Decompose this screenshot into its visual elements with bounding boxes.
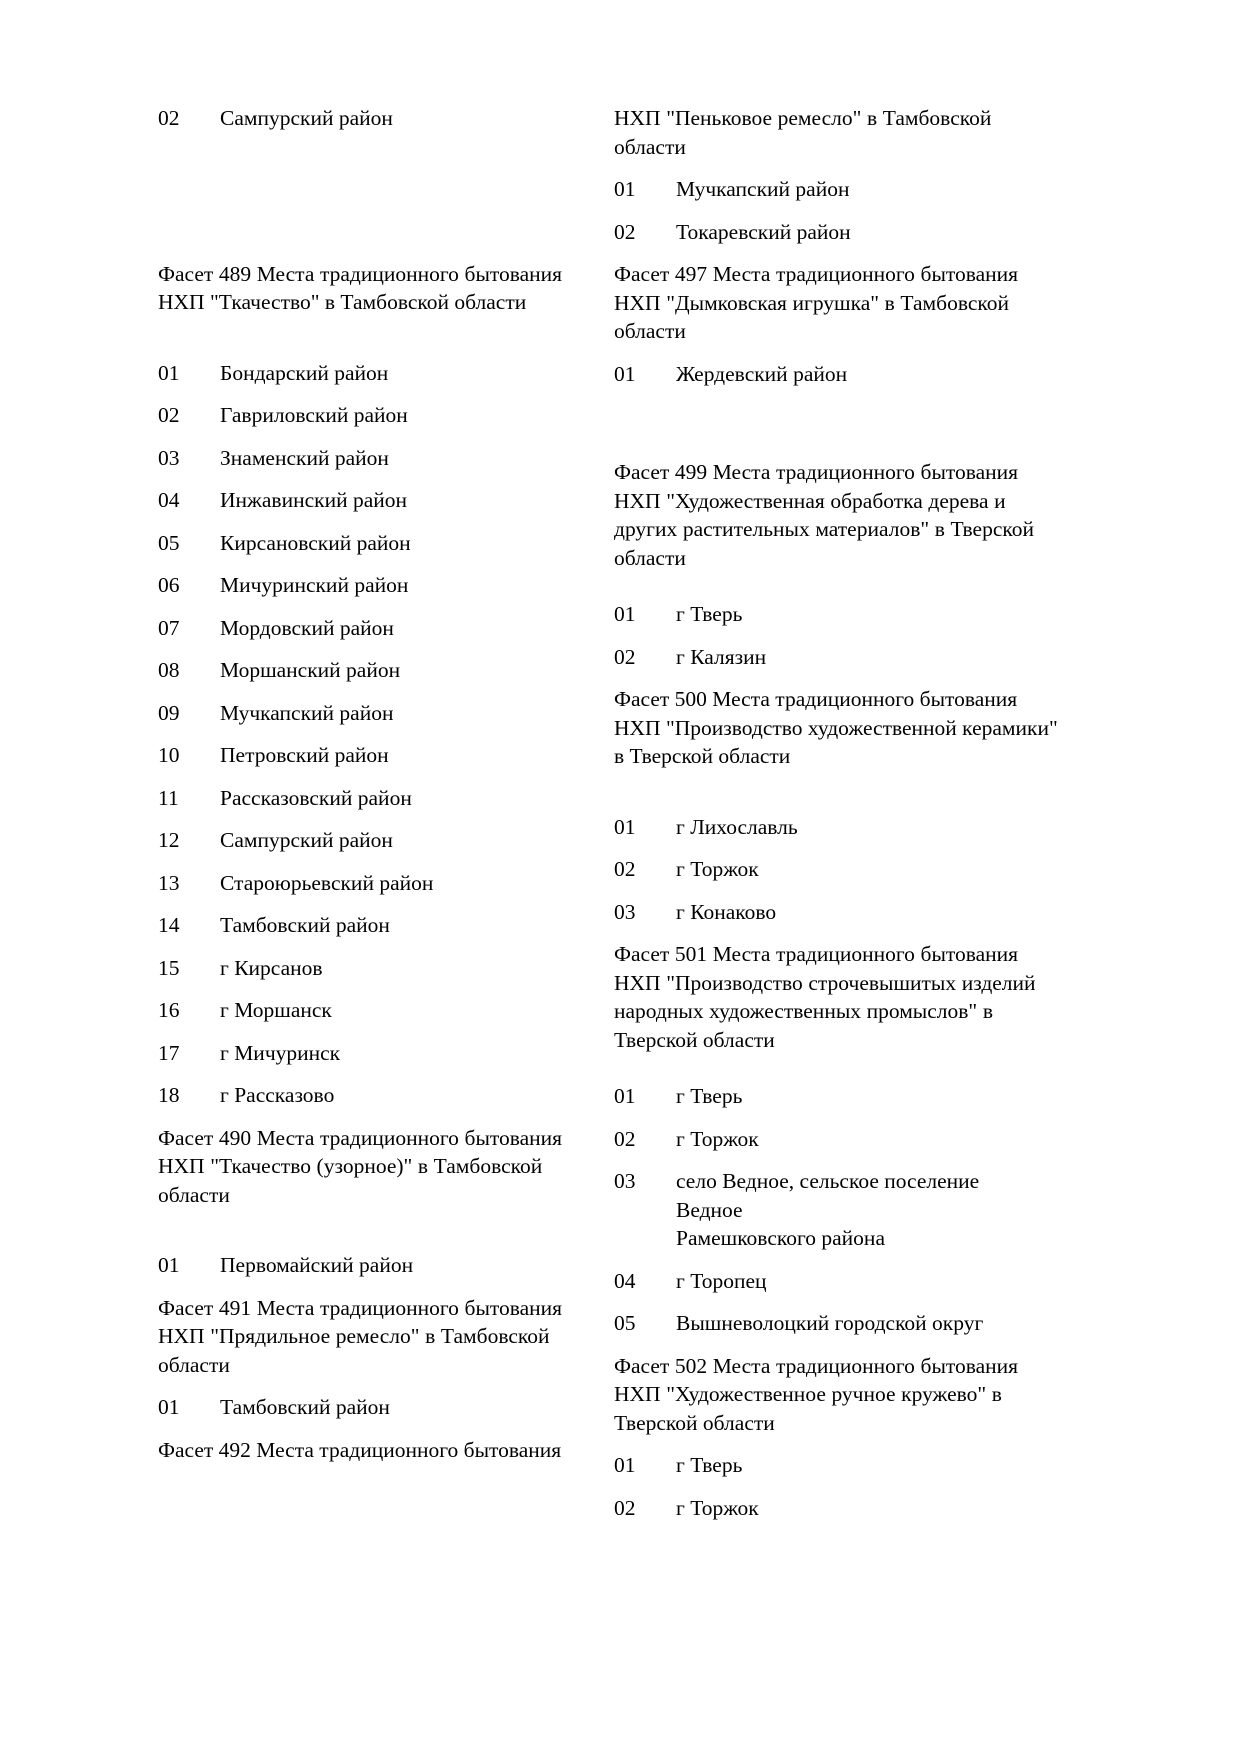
entry-label-line2: Рамешковского района [676, 1226, 885, 1250]
list-item [614, 600, 1018, 629]
entry-code: 17 [158, 1040, 180, 1065]
entry-label: Мучкапский район [676, 177, 850, 201]
right-column [614, 104, 1058, 1522]
facet-line: области [614, 545, 686, 570]
entry-code: 02 [158, 106, 180, 130]
spacer [158, 1422, 562, 1436]
spacer [614, 671, 1018, 685]
facet-line: Фасет 500 Места традиционного бытования [614, 687, 1018, 711]
facet-line: Фасет 489 Места традиционного бытования [158, 261, 563, 286]
entry-code: 16 [158, 998, 180, 1022]
entry-code: 06 [158, 573, 180, 597]
spacer [614, 346, 1018, 360]
facet-496-item-list [614, 175, 1018, 246]
entry-label: г Торжок [676, 1495, 759, 1520]
entry-label: Староюрьевский район [220, 870, 434, 895]
list-item [614, 1267, 1018, 1296]
entry-label: Сампурский район [220, 106, 393, 130]
entry-code: 15 [158, 955, 180, 980]
entry-label: г Тверь [676, 1453, 743, 1477]
spacer [614, 926, 1018, 940]
spacer [614, 771, 1018, 813]
facet-line: НХП "Художественная обработка дерева и [614, 488, 1006, 513]
list-item [158, 1251, 562, 1280]
facet-line: НХП "Ткачество (узорное)" в Тамбовской [158, 1154, 543, 1178]
facet-501-item-list [614, 1082, 1018, 1338]
facet-500-item-list [614, 813, 1018, 927]
facet-heading-497 [614, 260, 1018, 346]
list-item [614, 813, 1018, 842]
entry-label [676, 1167, 1018, 1253]
list-item [158, 401, 562, 430]
entry-label: Тамбовский район [220, 1395, 390, 1419]
list-item [158, 996, 562, 1025]
list-item [158, 444, 562, 473]
list-item [614, 1309, 1018, 1338]
facet-line: Фасет 492 Места традиционного бытования [158, 1437, 562, 1462]
facet-line: других растительных материалов" в Тверской [614, 517, 1035, 541]
list-item [614, 175, 1018, 204]
entry-code: 10 [158, 743, 180, 767]
entry-label: г Торопец [676, 1268, 767, 1293]
entry-label: Мордовский район [220, 615, 394, 640]
entry-label: г Калязин [676, 644, 767, 669]
entry-code: 03 [158, 445, 180, 470]
facet-line: народных художественных промыслов" в [614, 999, 993, 1023]
entry-code: 02 [614, 1495, 636, 1520]
facet-line: Фасет 502 Места традиционного бытования [614, 1353, 1019, 1378]
spacer [614, 1054, 1018, 1082]
list-item [614, 643, 1018, 672]
list-item [158, 826, 562, 855]
list-item [158, 954, 562, 983]
entry-code: 01 [614, 1084, 636, 1108]
entry-label: Жердевский район [676, 361, 848, 386]
entry-code: 03 [614, 899, 636, 924]
entry-code: 04 [158, 488, 180, 512]
list-item [614, 1451, 1018, 1480]
spacer [614, 161, 1018, 175]
list-item [614, 898, 1018, 927]
facet-line: Тверской области [614, 1027, 775, 1052]
list-item [158, 699, 562, 728]
entry-label: Тамбовский район [220, 913, 390, 937]
entry-code: 09 [158, 700, 180, 725]
facet-497-item-list [614, 360, 1018, 389]
facet-line: НХП "Производство художественной керамики" [614, 715, 1058, 740]
facet-heading-489 [158, 260, 562, 317]
entry-label: Мичуринский район [220, 573, 409, 597]
facet-502-item-list [614, 1451, 1018, 1522]
facet-heading-490 [158, 1124, 562, 1210]
facet-499-item-list [614, 600, 1018, 671]
facet-491-item-list [158, 1393, 562, 1422]
list-item [158, 486, 562, 515]
facet-line: НХП "Дымковская игрушка" в Тамбовской [614, 290, 1010, 315]
entry-label: Рассказовский район [220, 785, 412, 810]
entry-label: Моршанский район [220, 658, 401, 682]
entry-code: 02 [614, 219, 636, 244]
facet-line: Фасет 497 Места традиционного бытования [614, 262, 1019, 286]
entry-label: г Рассказово [220, 1083, 335, 1107]
entry-label: г Торжок [676, 857, 759, 881]
entry-label: Гавриловский район [220, 403, 408, 427]
list-item [158, 614, 562, 643]
entry-label: г Торжок [676, 1126, 759, 1151]
facet-line: области [614, 134, 686, 159]
facet-line: НХП "Художественное ручное кружево" в [614, 1382, 1002, 1406]
entry-label: Первомайский район [220, 1253, 414, 1277]
facet-heading-501 [614, 940, 1036, 1054]
left-column [158, 104, 562, 1522]
entry-code: 14 [158, 913, 180, 937]
entry-code: 03 [614, 1169, 636, 1193]
entry-label: г Тверь [676, 602, 743, 626]
list-item [158, 1039, 562, 1068]
facet-489-item-list [158, 359, 562, 1110]
facet-line: НХП "Ткачество" в Тамбовской области [158, 290, 527, 314]
page-content [158, 104, 1058, 1522]
entry-code: 01 [614, 1453, 636, 1477]
spacer [158, 1110, 562, 1124]
facet-line: области [158, 1352, 230, 1377]
spacer [158, 133, 562, 260]
list-item [614, 855, 1018, 884]
facet-line: Тверской области [614, 1410, 775, 1435]
spacer [158, 1209, 562, 1251]
entry-label: г Моршанск [220, 998, 332, 1022]
entry-label: Мучкапский район [220, 700, 394, 725]
entry-code: 05 [158, 530, 180, 555]
list-item [614, 1494, 1018, 1523]
entry-label: Инжавинский район [220, 488, 408, 512]
spacer [614, 1338, 1018, 1352]
entry-code: 12 [158, 828, 180, 852]
facet-line: НХП "Производство строчевышитых изделий [614, 970, 1036, 995]
facet-heading-496-continued [614, 104, 1018, 161]
list-item [614, 218, 1018, 247]
facet-line: НХП "Пеньковое ремесло" в Тамбовской [614, 106, 992, 130]
entry-label-line1: село Ведное, сельское поселение Ведное [676, 1169, 980, 1222]
entry-label: г Тверь [676, 1084, 743, 1108]
entry-code: 08 [158, 658, 180, 682]
facet-line: области [614, 319, 686, 343]
list-item [158, 1393, 562, 1422]
facet-heading-492 [158, 1436, 562, 1465]
entry-code: 01 [614, 177, 636, 201]
entry-code: 01 [158, 1253, 180, 1277]
spacer [614, 246, 1018, 260]
facet-heading-500 [614, 685, 1058, 771]
entry-label: Кирсановский район [220, 530, 411, 555]
entry-label: Токаревский район [676, 219, 851, 244]
facet-line: в Тверской области [614, 744, 791, 768]
list-item [158, 104, 562, 133]
list-item [158, 529, 562, 558]
spacer [158, 317, 562, 359]
entry-label: г Кирсанов [220, 955, 323, 980]
facet-line: Фасет 490 Места традиционного бытования [158, 1125, 563, 1150]
spacer [614, 572, 1018, 600]
entry-code: 05 [614, 1311, 636, 1335]
facet-490-item-list [158, 1251, 562, 1280]
entry-code: 01 [614, 814, 636, 839]
facet-line: Фасет 499 Места традиционного бытования [614, 460, 1019, 484]
list-item [158, 1081, 562, 1110]
entry-code: 02 [614, 644, 636, 669]
entry-code: 01 [158, 1395, 180, 1419]
entry-code: 02 [158, 403, 180, 427]
list-item [158, 869, 562, 898]
entry-label: Знаменский район [220, 445, 389, 470]
facet-line: Фасет 501 Места традиционного бытования [614, 942, 1019, 966]
entry-code: 13 [158, 870, 180, 895]
entry-code: 04 [614, 1268, 636, 1293]
list-item [614, 1082, 1018, 1111]
facet-line: области [158, 1182, 230, 1207]
entry-code: 02 [614, 1126, 636, 1151]
facet-heading-502 [614, 1352, 1018, 1438]
list-item [158, 571, 562, 600]
entry-label: Петровский район [220, 743, 389, 767]
facet-heading-499 [614, 458, 1035, 572]
spacer [158, 1280, 562, 1294]
entry-code: 01 [158, 360, 180, 385]
entry-label: г Лихославль [676, 814, 798, 839]
facet-heading-491 [158, 1294, 562, 1380]
list-item [158, 741, 562, 770]
entry-code: 11 [158, 785, 179, 810]
list-item [158, 911, 562, 940]
entry-label: г Мичуринск [220, 1040, 341, 1065]
entry-code: 01 [614, 602, 636, 626]
list-item [614, 1167, 1018, 1253]
spacer [158, 1379, 562, 1393]
list-item [614, 1125, 1018, 1154]
spacer [614, 388, 1018, 458]
entry-code: 01 [614, 361, 636, 386]
entry-code: 07 [158, 615, 180, 640]
entry-label: Вышневолоцкий городской округ [676, 1311, 984, 1335]
list-item [158, 656, 562, 685]
list-item [614, 360, 1018, 389]
list-item [158, 359, 562, 388]
spacer [614, 1437, 1018, 1451]
entry-label: Бондарский район [220, 360, 389, 385]
entry-label: Сампурский район [220, 828, 393, 852]
entry-code: 18 [158, 1083, 180, 1107]
list-item [158, 784, 562, 813]
facet-line: Фасет 491 Места традиционного бытования [158, 1295, 563, 1320]
entry-label: г Конаково [676, 899, 777, 924]
entry-code: 02 [614, 857, 636, 881]
facet-line: НХП "Прядильное ремесло" в Тамбовской [158, 1324, 550, 1348]
